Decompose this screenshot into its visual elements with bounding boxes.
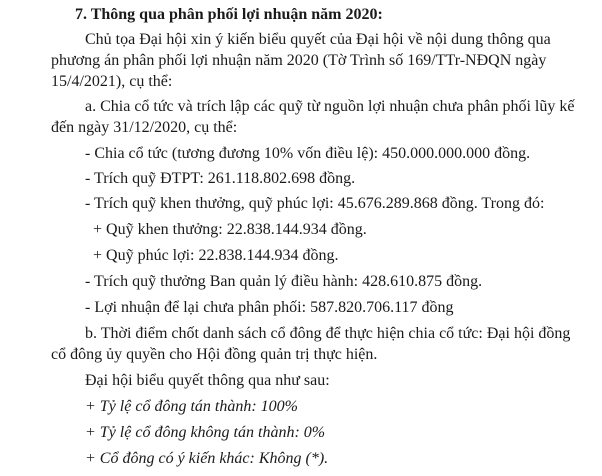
- list-item-investment-fund: - Trích quỹ ĐTPT: 261.118.802.698 đồng.: [85, 170, 356, 187]
- vote-intro: Đại hội biểu quyết thông qua như sau:: [85, 372, 330, 389]
- part-b-line-2: cổ đông ủy quyền cho Hội đồng quản trị thực hiện.: [51, 346, 378, 363]
- intro-line-1: Chủ tọa Đại hội xin ý kiến biểu quyết của Đại hội về nội dung thông qua: [85, 31, 551, 48]
- part-b-line-1: b. Thời điểm chốt danh sách cổ đông để thực hiện chia cổ tức: Đại hội đồng: [85, 325, 571, 342]
- sub-item-reward-fund: + Quỹ khen thưởng: 22.838.144.934 đồng.: [93, 221, 367, 238]
- vote-result-other: + Cổ đông có ý kiến khác: Không (*).: [85, 450, 329, 467]
- part-a-line-1: a. Chia cổ tức và trích lập các quỹ từ nguồn lợi nhuận chưa phân phối lũy kế: [85, 98, 575, 115]
- list-item-retained-profit: - Lợi nhuận để lại chưa phân phối: 587.820.706.117 đồng: [85, 299, 454, 316]
- list-item-reward-welfare-fund: - Trích quỹ khen thưởng, quỹ phúc lợi: 45.676.289.868 đồng. Trong đó:: [85, 195, 545, 212]
- intro-line-2: phương án phân phối lợi nhuận năm 2020 (Tờ Trình số 169/TTr-NĐQN ngày: [51, 52, 547, 69]
- vote-result-approve: + Tỷ lệ cổ đông tán thành: 100%: [85, 398, 298, 415]
- list-item-management-bonus: - Trích quỹ thưởng Ban quản lý điều hành: 428.610.875 đồng.: [85, 273, 483, 290]
- list-item-dividend: - Chia cổ tức (tương đương 10% vốn điều lệ): 450.000.000.000 đồng.: [85, 145, 531, 162]
- sub-item-welfare-fund: + Quỹ phúc lợi: 22.838.144.934 đồng.: [93, 247, 339, 264]
- vote-result-disapprove: + Tỷ lệ cổ đông không tán thành: 0%: [85, 424, 326, 441]
- intro-line-3: 15/4/2021), cụ thể:: [51, 73, 173, 90]
- part-a-line-2: đến ngày 31/12/2020, cụ thể:: [51, 119, 238, 136]
- section-heading: 7. Thông qua phân phối lợi nhuận năm 2020:: [75, 6, 383, 23]
